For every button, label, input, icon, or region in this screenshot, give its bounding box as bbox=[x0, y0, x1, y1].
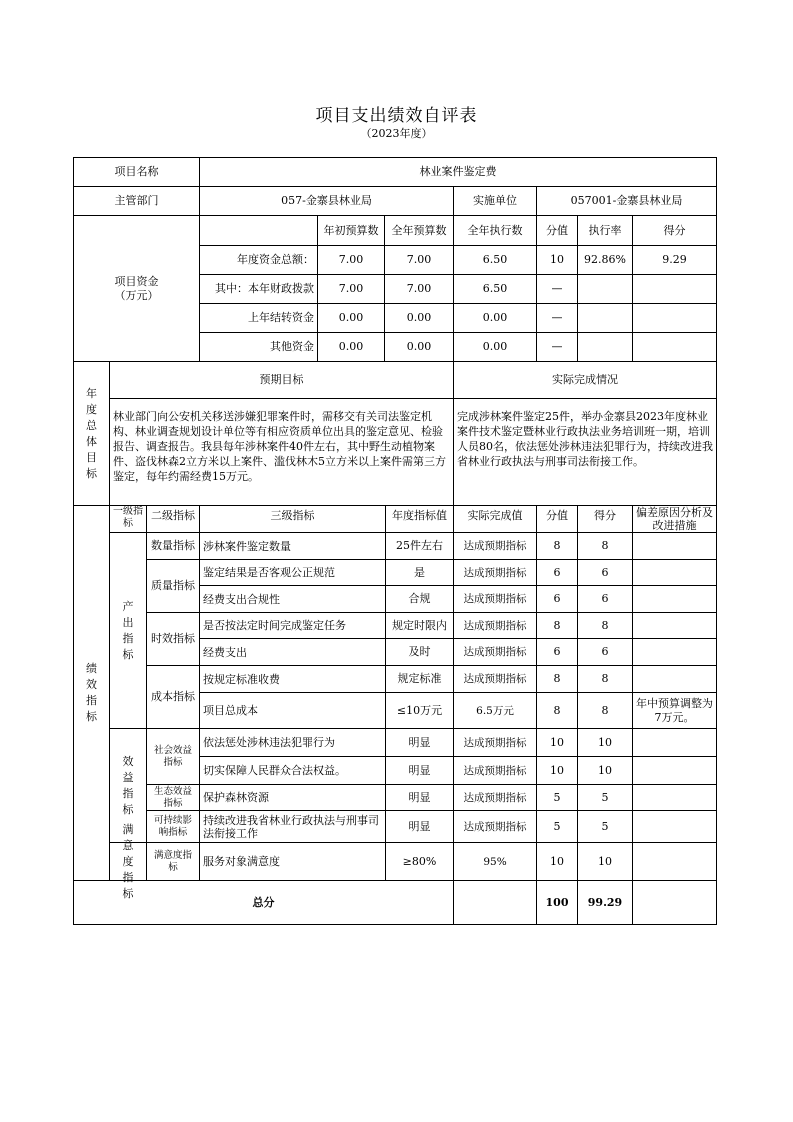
funds-score-value-text: — bbox=[551, 340, 563, 353]
funds-initial bbox=[317, 332, 385, 362]
perf-score-value-text: 6 bbox=[553, 592, 561, 605]
perf-score bbox=[577, 784, 633, 811]
perf-score-value bbox=[536, 810, 578, 843]
perf-actual-text: 达成预期指标 bbox=[463, 736, 527, 749]
funds-executed bbox=[453, 274, 537, 304]
perf-header-deviation bbox=[632, 505, 717, 533]
perf-indicator bbox=[199, 612, 386, 639]
perf-header-level2 bbox=[146, 505, 200, 533]
perf-actual-text: 达成预期指标 bbox=[463, 646, 527, 658]
funds-initial bbox=[317, 245, 385, 275]
perf-indicator-text: 持续改进我省林业行政执法与刑事司法衔接工作 bbox=[203, 813, 379, 840]
perf-header-level1 bbox=[109, 505, 147, 533]
project-name-label-text: 项目名称 bbox=[114, 165, 159, 178]
total-score-value-text: 100 bbox=[545, 895, 569, 909]
perf-actual bbox=[453, 585, 537, 613]
goals-side-label bbox=[73, 361, 110, 506]
perf-score bbox=[577, 612, 633, 639]
perf-level2 bbox=[146, 728, 200, 785]
perf-level2 bbox=[146, 559, 200, 613]
perf-actual bbox=[453, 692, 537, 729]
perf-score-value bbox=[536, 559, 578, 586]
perf-level1-text: 产出指标 bbox=[122, 599, 134, 661]
funds-annual bbox=[384, 303, 454, 333]
perf-level1 bbox=[109, 532, 147, 729]
impl-label-text: 实施单位 bbox=[473, 194, 517, 207]
funds-row-label bbox=[199, 303, 318, 333]
perf-score-value-text: 6 bbox=[553, 565, 561, 579]
perf-target-text: 合规 bbox=[408, 592, 431, 605]
funds-initial bbox=[317, 274, 385, 304]
funds-label bbox=[73, 215, 200, 362]
perf-score bbox=[577, 728, 633, 757]
perf-actual bbox=[453, 728, 537, 757]
impl-value bbox=[536, 186, 717, 216]
perf-score-value bbox=[536, 692, 578, 729]
perf-header-target bbox=[385, 505, 454, 533]
perf-score-value-text: 10 bbox=[550, 854, 564, 868]
funds-header bbox=[577, 215, 633, 246]
perf-indicator bbox=[199, 532, 386, 560]
perf-deviation-note bbox=[632, 638, 717, 666]
funds-rate bbox=[577, 274, 633, 304]
perf-indicator-text: 保护森林资源 bbox=[203, 791, 269, 804]
perf-score-value-text: 10 bbox=[550, 735, 564, 749]
perf-level1-text: 满意度指标 bbox=[122, 822, 134, 900]
perf-deviation-note bbox=[632, 665, 717, 693]
funds-score bbox=[632, 245, 717, 275]
perf-score-text: 10 bbox=[598, 763, 612, 777]
perf-header-level1-text: 一级指标 bbox=[113, 506, 143, 529]
perf-target-text: 明显 bbox=[408, 790, 431, 804]
page-subtitle: （2023年度） bbox=[360, 127, 433, 140]
perf-actual-text: 达成预期指标 bbox=[463, 593, 527, 605]
total-label-text: 总分 bbox=[252, 895, 275, 909]
perf-deviation-note bbox=[632, 784, 717, 811]
perf-indicator-text: 经费支出合规性 bbox=[203, 592, 280, 606]
perf-score-text: 10 bbox=[598, 735, 612, 749]
funds-header-text: 全年执行数 bbox=[467, 223, 523, 237]
perf-actual-text: 达成预期指标 bbox=[463, 566, 527, 579]
perf-header-actual bbox=[453, 505, 537, 533]
funds-rate bbox=[577, 245, 633, 275]
funds-annual bbox=[384, 274, 454, 304]
perf-target bbox=[385, 585, 454, 613]
perf-level2-text: 数量指标 bbox=[151, 539, 195, 552]
perf-actual bbox=[453, 532, 537, 560]
total-score bbox=[577, 880, 633, 925]
funds-header bbox=[536, 215, 578, 246]
funds-row-label bbox=[199, 274, 318, 304]
perf-score bbox=[577, 585, 633, 613]
funds-executed bbox=[453, 303, 537, 333]
perf-header-actual-text: 实际完成值 bbox=[467, 509, 523, 522]
perf-score-value-text: 5 bbox=[553, 819, 561, 833]
funds-executed-text: 6.50 bbox=[482, 253, 508, 266]
perf-score bbox=[577, 756, 633, 785]
funds-header-blank bbox=[199, 215, 318, 246]
total-note bbox=[632, 880, 717, 925]
actual-goal-text bbox=[453, 398, 717, 506]
funds-row-label-text: 上年结转资金 bbox=[248, 311, 314, 324]
total-blank bbox=[453, 880, 537, 925]
perf-score bbox=[577, 559, 633, 586]
perf-level2-text: 满意度指标 bbox=[153, 849, 192, 873]
perf-target-text: ≤10万元 bbox=[396, 703, 443, 717]
perf-score bbox=[577, 810, 633, 843]
funds-header-text: 年初预算数 bbox=[323, 223, 379, 237]
perf-actual-text: 达成预期指标 bbox=[463, 673, 527, 685]
perf-side-label-text: 绩效指标 bbox=[86, 662, 97, 723]
perf-target-text: 明显 bbox=[408, 819, 431, 833]
perf-score-value bbox=[536, 665, 578, 693]
funds-initial-text: 7.00 bbox=[338, 253, 364, 266]
funds-score bbox=[632, 274, 717, 304]
perf-target-text: 25件左右 bbox=[396, 539, 443, 552]
perf-target bbox=[385, 756, 454, 785]
perf-indicator-text: 服务对象满意度 bbox=[203, 855, 280, 868]
funds-score-value-text: — bbox=[551, 282, 563, 295]
funds-annual bbox=[384, 332, 454, 362]
funds-row-label bbox=[199, 245, 318, 275]
funds-executed-text: 0.00 bbox=[482, 340, 508, 353]
perf-level1-text: 效益指标 bbox=[122, 754, 134, 816]
perf-score-value bbox=[536, 756, 578, 785]
perf-score bbox=[577, 638, 633, 666]
perf-deviation-note bbox=[632, 692, 717, 729]
perf-target bbox=[385, 842, 454, 881]
perf-indicator bbox=[199, 810, 386, 843]
actual-goal-text-text: 完成涉林案件鉴定25件，举办金寨县2023年度林业案件技术鉴定暨林业行政执法业务培训班一期，培训人员80名，依法惩处涉林违法犯罪行为，持续改进我省林业行政执法与刑事司法衔接工作。 bbox=[457, 410, 713, 468]
funds-header bbox=[317, 215, 385, 246]
funds-rate bbox=[577, 332, 633, 362]
perf-actual bbox=[453, 638, 537, 666]
perf-indicator bbox=[199, 784, 386, 811]
perf-deviation-note bbox=[632, 728, 717, 757]
perf-level2-text: 质量指标 bbox=[151, 579, 195, 592]
perf-header-score-text: 得分 bbox=[594, 509, 616, 522]
perf-actual bbox=[453, 784, 537, 811]
funds-header-text: 执行率 bbox=[588, 223, 622, 237]
perf-header-level3 bbox=[199, 505, 386, 533]
actual-goal-header bbox=[453, 361, 717, 399]
perf-header-target-text: 年度指标值 bbox=[392, 509, 447, 522]
perf-actual bbox=[453, 665, 537, 693]
perf-header-score-value-text: 分值 bbox=[546, 509, 568, 522]
goals-side-label-text: 年度总体目标 bbox=[86, 386, 97, 480]
perf-indicator bbox=[199, 842, 386, 881]
perf-side-label bbox=[73, 505, 110, 881]
funds-executed-text: 0.00 bbox=[482, 311, 508, 324]
funds-rate bbox=[577, 303, 633, 333]
perf-indicator-text: 涉林案件鉴定数量 bbox=[203, 539, 291, 553]
perf-target-text: 及时 bbox=[408, 645, 431, 658]
perf-indicator bbox=[199, 559, 386, 586]
impl-value-text: 057001-金寨县林业局 bbox=[570, 194, 683, 207]
perf-score-value-text: 8 bbox=[553, 703, 561, 717]
perf-score-text: 6 bbox=[601, 592, 609, 605]
funds-score bbox=[632, 303, 717, 333]
perf-actual-text: 95% bbox=[483, 855, 507, 868]
funds-executed bbox=[453, 245, 537, 275]
perf-score-value bbox=[536, 728, 578, 757]
funds-score-value-text: 10 bbox=[550, 253, 564, 266]
perf-deviation-note bbox=[632, 585, 717, 613]
funds-initial bbox=[317, 303, 385, 333]
perf-target-text: 是 bbox=[414, 565, 425, 579]
perf-score bbox=[577, 665, 633, 693]
project-name-value bbox=[199, 157, 717, 187]
total-score-value bbox=[536, 880, 578, 925]
perf-actual-text: 6.5万元 bbox=[476, 704, 514, 717]
funds-score-value-text: — bbox=[551, 311, 563, 324]
perf-score-value-text: 5 bbox=[553, 790, 561, 804]
perf-level2-text: 成本指标 bbox=[151, 690, 195, 703]
perf-score-text: 6 bbox=[601, 645, 609, 658]
perf-indicator bbox=[199, 638, 386, 666]
perf-score-text: 5 bbox=[601, 790, 609, 804]
perf-target bbox=[385, 638, 454, 666]
perf-header-level3-text: 三级指标 bbox=[270, 509, 315, 522]
perf-score-value bbox=[536, 585, 578, 613]
funds-header bbox=[632, 215, 717, 246]
funds-row-label-text: 其中：本年财政拨款 bbox=[215, 282, 314, 295]
perf-actual-text: 达成预期指标 bbox=[463, 764, 527, 777]
impl-label bbox=[453, 186, 537, 216]
perf-deviation-note bbox=[632, 810, 717, 843]
perf-level2 bbox=[146, 784, 200, 811]
perf-actual bbox=[453, 842, 537, 881]
perf-score-text: 8 bbox=[601, 672, 609, 685]
perf-indicator-text: 按规定标准收费 bbox=[203, 672, 280, 686]
perf-score-value bbox=[536, 532, 578, 560]
funds-initial-text: 7.00 bbox=[338, 282, 364, 295]
perf-target bbox=[385, 532, 454, 560]
perf-target bbox=[385, 612, 454, 639]
perf-indicator-text: 鉴定结果是否客观公正规范 bbox=[203, 566, 335, 579]
funds-annual-text: 0.00 bbox=[406, 340, 432, 353]
perf-indicator-text: 是否按法定时间完成鉴定任务 bbox=[203, 619, 346, 632]
expected-goal-text bbox=[109, 398, 454, 506]
perf-actual-text: 达成预期指标 bbox=[463, 619, 527, 632]
funds-score-value bbox=[536, 274, 578, 304]
expected-goal-text-text: 林业部门向公安机关移送涉嫌犯罪案件时，需移交有关司法鉴定机构、林业调查规划设计单位等有相应资质单位出具的鉴定意见、检验报告、调查报告。我县每年涉林案件40件左右，其中野生动植物案件、盗伐林森2立方米以上案件、滥伐林木5立方米以上案件需第三方鉴定，每年约需经费15万元。 bbox=[113, 410, 446, 483]
perf-level2 bbox=[146, 532, 200, 560]
funds-score-value bbox=[536, 245, 578, 275]
funds-executed-text: 6.50 bbox=[482, 282, 508, 295]
perf-indicator-text: 项目总成本 bbox=[203, 704, 258, 717]
page-title: 项目支出绩效自评表 bbox=[315, 106, 478, 126]
perf-level1 bbox=[109, 822, 147, 900]
perf-target bbox=[385, 784, 454, 811]
perf-header-deviation-text: 偏差原因分析及改进措施 bbox=[636, 506, 713, 532]
perf-deviation-note bbox=[632, 612, 717, 639]
expected-goal-header-text: 预期目标 bbox=[259, 373, 304, 386]
perf-score bbox=[577, 532, 633, 560]
perf-level2-text: 社会效益指标 bbox=[153, 744, 192, 768]
funds-annual-text: 7.00 bbox=[406, 253, 432, 266]
perf-actual-text: 达成预期指标 bbox=[463, 820, 527, 833]
perf-level2-text: 生态效益指标 bbox=[153, 785, 192, 809]
perf-level2-text: 时效指标 bbox=[151, 632, 195, 645]
funds-label-text: 项目资金 （万元） bbox=[114, 274, 159, 302]
perf-deviation-note bbox=[632, 532, 717, 560]
dept-value bbox=[199, 186, 454, 216]
perf-actual-text: 达成预期指标 bbox=[463, 791, 527, 804]
funds-header bbox=[384, 215, 454, 246]
perf-score-text: 10 bbox=[598, 854, 612, 868]
project-name-value-text: 林业案件鉴定费 bbox=[419, 165, 497, 178]
perf-target bbox=[385, 665, 454, 693]
perf-indicator bbox=[199, 585, 386, 613]
funds-executed bbox=[453, 332, 537, 362]
perf-score-value-text: 8 bbox=[553, 672, 561, 685]
perf-target-text: 明显 bbox=[408, 763, 431, 777]
perf-indicator bbox=[199, 728, 386, 757]
perf-deviation-note-text: 年中预算调整为7万元。 bbox=[636, 696, 713, 724]
perf-actual bbox=[453, 559, 537, 586]
perf-indicator-text: 经费支出 bbox=[203, 645, 247, 659]
perf-level2-text: 可持续影响指标 bbox=[153, 814, 192, 838]
perf-score-value-text: 10 bbox=[550, 763, 564, 777]
funds-header-text: 分值 bbox=[546, 223, 568, 237]
expected-goal-header bbox=[109, 361, 454, 399]
perf-score-text: 8 bbox=[601, 618, 609, 632]
perf-level2 bbox=[146, 842, 200, 881]
perf-deviation-note bbox=[632, 756, 717, 785]
funds-row-label-text: 年度资金总额： bbox=[237, 253, 314, 266]
perf-target bbox=[385, 559, 454, 586]
perf-score-value bbox=[536, 638, 578, 666]
perf-actual bbox=[453, 612, 537, 639]
perf-score-value bbox=[536, 612, 578, 639]
perf-target-text: 明显 bbox=[408, 735, 431, 749]
perf-score bbox=[577, 842, 633, 881]
perf-score-value bbox=[536, 842, 578, 881]
perf-indicator bbox=[199, 692, 386, 729]
funds-initial-text: 0.00 bbox=[338, 311, 364, 324]
funds-score bbox=[632, 332, 717, 362]
perf-score-value-text: 6 bbox=[553, 645, 561, 658]
funds-row-label-text: 其他资金 bbox=[270, 340, 314, 353]
perf-target bbox=[385, 692, 454, 729]
perf-deviation-note bbox=[632, 842, 717, 881]
funds-initial-text: 0.00 bbox=[338, 340, 364, 353]
perf-actual bbox=[453, 810, 537, 843]
funds-header bbox=[453, 215, 537, 246]
perf-score-value-text: 8 bbox=[553, 539, 561, 552]
perf-target bbox=[385, 728, 454, 757]
perf-score-text: 8 bbox=[601, 703, 609, 717]
total-score-text: 99.29 bbox=[587, 895, 623, 909]
perf-score-text: 5 bbox=[601, 819, 609, 833]
dept-label-text: 主管部门 bbox=[114, 194, 159, 207]
perf-deviation-note bbox=[632, 559, 717, 586]
total-label bbox=[73, 880, 454, 925]
perf-indicator-text: 切实保障人民群众合法权益。 bbox=[203, 764, 346, 777]
funds-score-value bbox=[536, 303, 578, 333]
actual-goal-header-text: 实际完成情况 bbox=[552, 373, 618, 386]
perf-target-text: 规定标准 bbox=[397, 672, 442, 685]
funds-row-label bbox=[199, 332, 318, 362]
perf-score-text: 8 bbox=[601, 539, 609, 552]
dept-value-text: 057-金寨县林业局 bbox=[281, 194, 372, 207]
perf-level2 bbox=[146, 665, 200, 729]
dept-label bbox=[73, 186, 200, 216]
perf-score-value bbox=[536, 784, 578, 811]
funds-annual bbox=[384, 245, 454, 275]
perf-target-text: ≥80% bbox=[402, 854, 437, 868]
perf-indicator bbox=[199, 665, 386, 693]
funds-header-text: 得分 bbox=[663, 223, 686, 237]
perf-level2 bbox=[146, 810, 200, 843]
project-name-label bbox=[73, 157, 200, 187]
perf-target bbox=[385, 810, 454, 843]
perf-indicator-text: 依法惩处涉林违法犯罪行为 bbox=[203, 736, 335, 749]
funds-annual-text: 7.00 bbox=[406, 282, 432, 295]
perf-actual-text: 达成预期指标 bbox=[463, 540, 527, 552]
funds-rate-text: 92.86% bbox=[584, 253, 626, 266]
perf-actual bbox=[453, 756, 537, 785]
perf-header-level2-text: 二级指标 bbox=[151, 509, 195, 522]
perf-score-text: 6 bbox=[601, 565, 609, 579]
perf-header-score bbox=[577, 505, 633, 533]
funds-score-text: 9.29 bbox=[662, 253, 687, 266]
perf-score bbox=[577, 692, 633, 729]
perf-level2 bbox=[146, 612, 200, 666]
funds-annual-text: 0.00 bbox=[406, 311, 432, 324]
perf-header-score-value bbox=[536, 505, 578, 533]
perf-score-value-text: 8 bbox=[553, 618, 561, 632]
perf-indicator bbox=[199, 756, 386, 785]
perf-target-text: 规定时限内 bbox=[392, 618, 447, 632]
funds-header-text: 全年预算数 bbox=[391, 223, 447, 237]
funds-score-value bbox=[536, 332, 578, 362]
